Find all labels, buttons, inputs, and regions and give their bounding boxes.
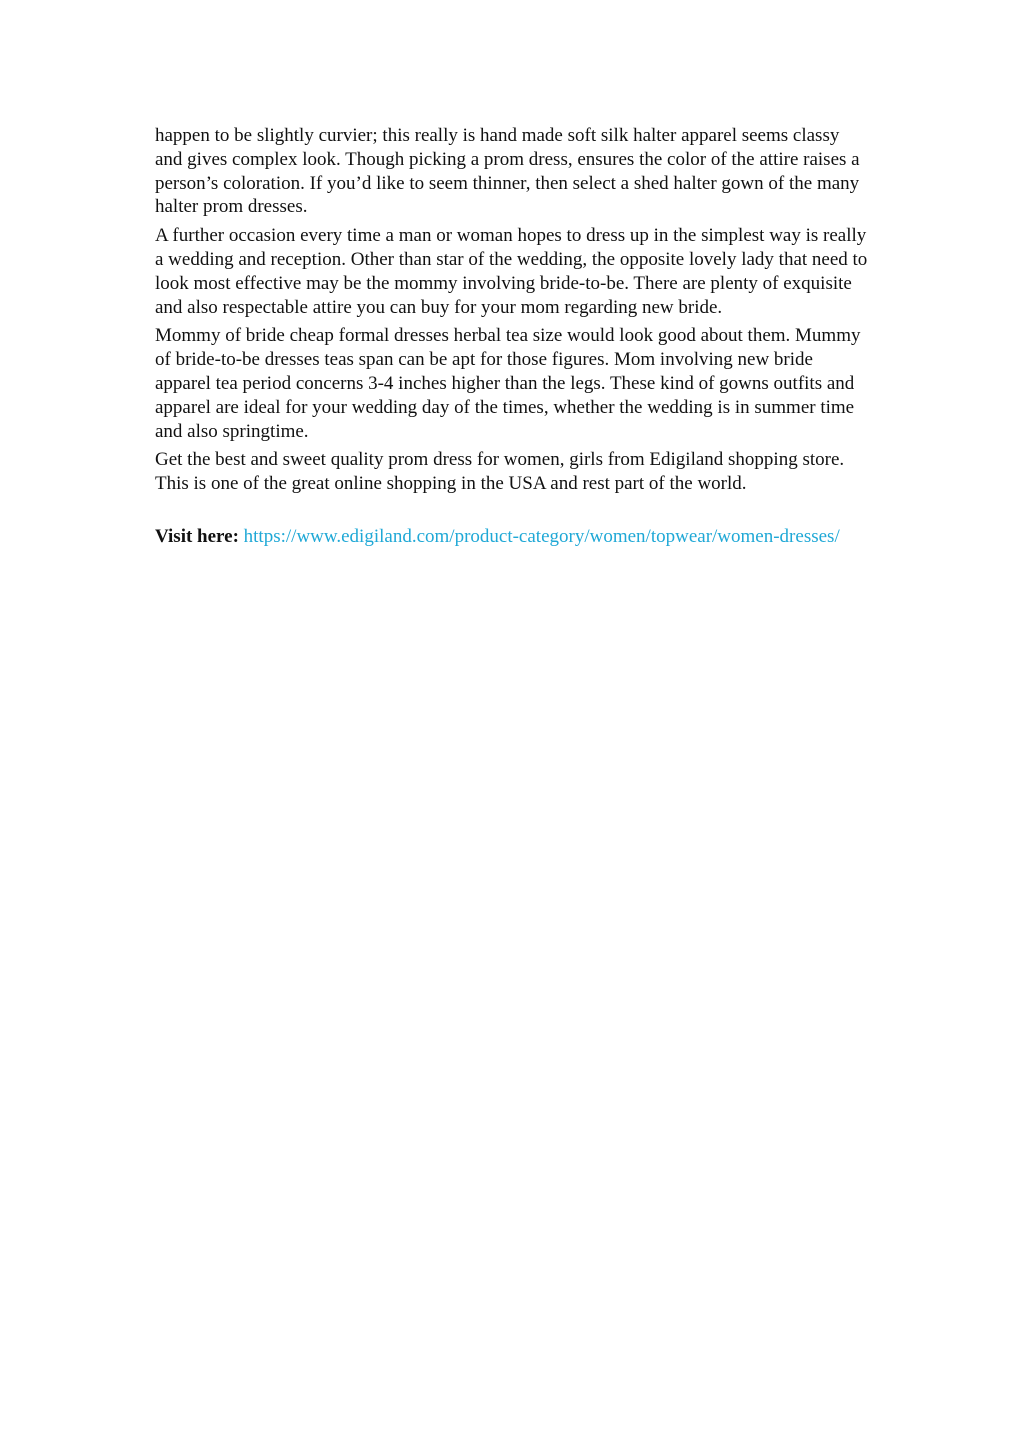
visit-label: Visit here:: [155, 525, 239, 547]
paragraph-3: Mommy of bride cheap formal dresses herbal tea size would look good about them. Mummy of bride-to-be dresses teas span can be apt for those figures. Mom involving new bride apparel tea period concerns 3-4 inches higher than the legs. These kind of gowns outfits and apparel are ideal for your wedding day of the times, whether the wedding is in summer time and also springtime.: [155, 325, 861, 442]
paragraph-1: happen to be slightly curvier; this really is hand made soft silk halter apparel seems classy and gives complex look. Though picking a prom dress, ensures the color of the attire raises a person’s coloration. If you’d like to seem thinner, then select a shed halter gown of the many halter prom dresses.: [155, 125, 860, 218]
paragraph-2: A further occasion every time a man or woman hopes to dress up in the simplest way is really a wedding and reception. Other than star of the wedding, the opposite lovely lady that need to look most effective may be the mommy involving bride-to-be. There are plenty of exquisite and also respectable attire you can buy for your mom regarding new bride.: [155, 225, 868, 318]
paragraph-4: Get the best and sweet quality prom dress for women, girls from Edigiland shopping store. This is one of the great online shopping in the USA and rest part of the world.: [155, 449, 845, 495]
document-body: [155, 124, 871, 554]
visit-link[interactable]: https://www.edigiland.com/product-category/women/topwear/women-dresses/: [243, 525, 840, 547]
visit-line: [155, 525, 871, 549]
